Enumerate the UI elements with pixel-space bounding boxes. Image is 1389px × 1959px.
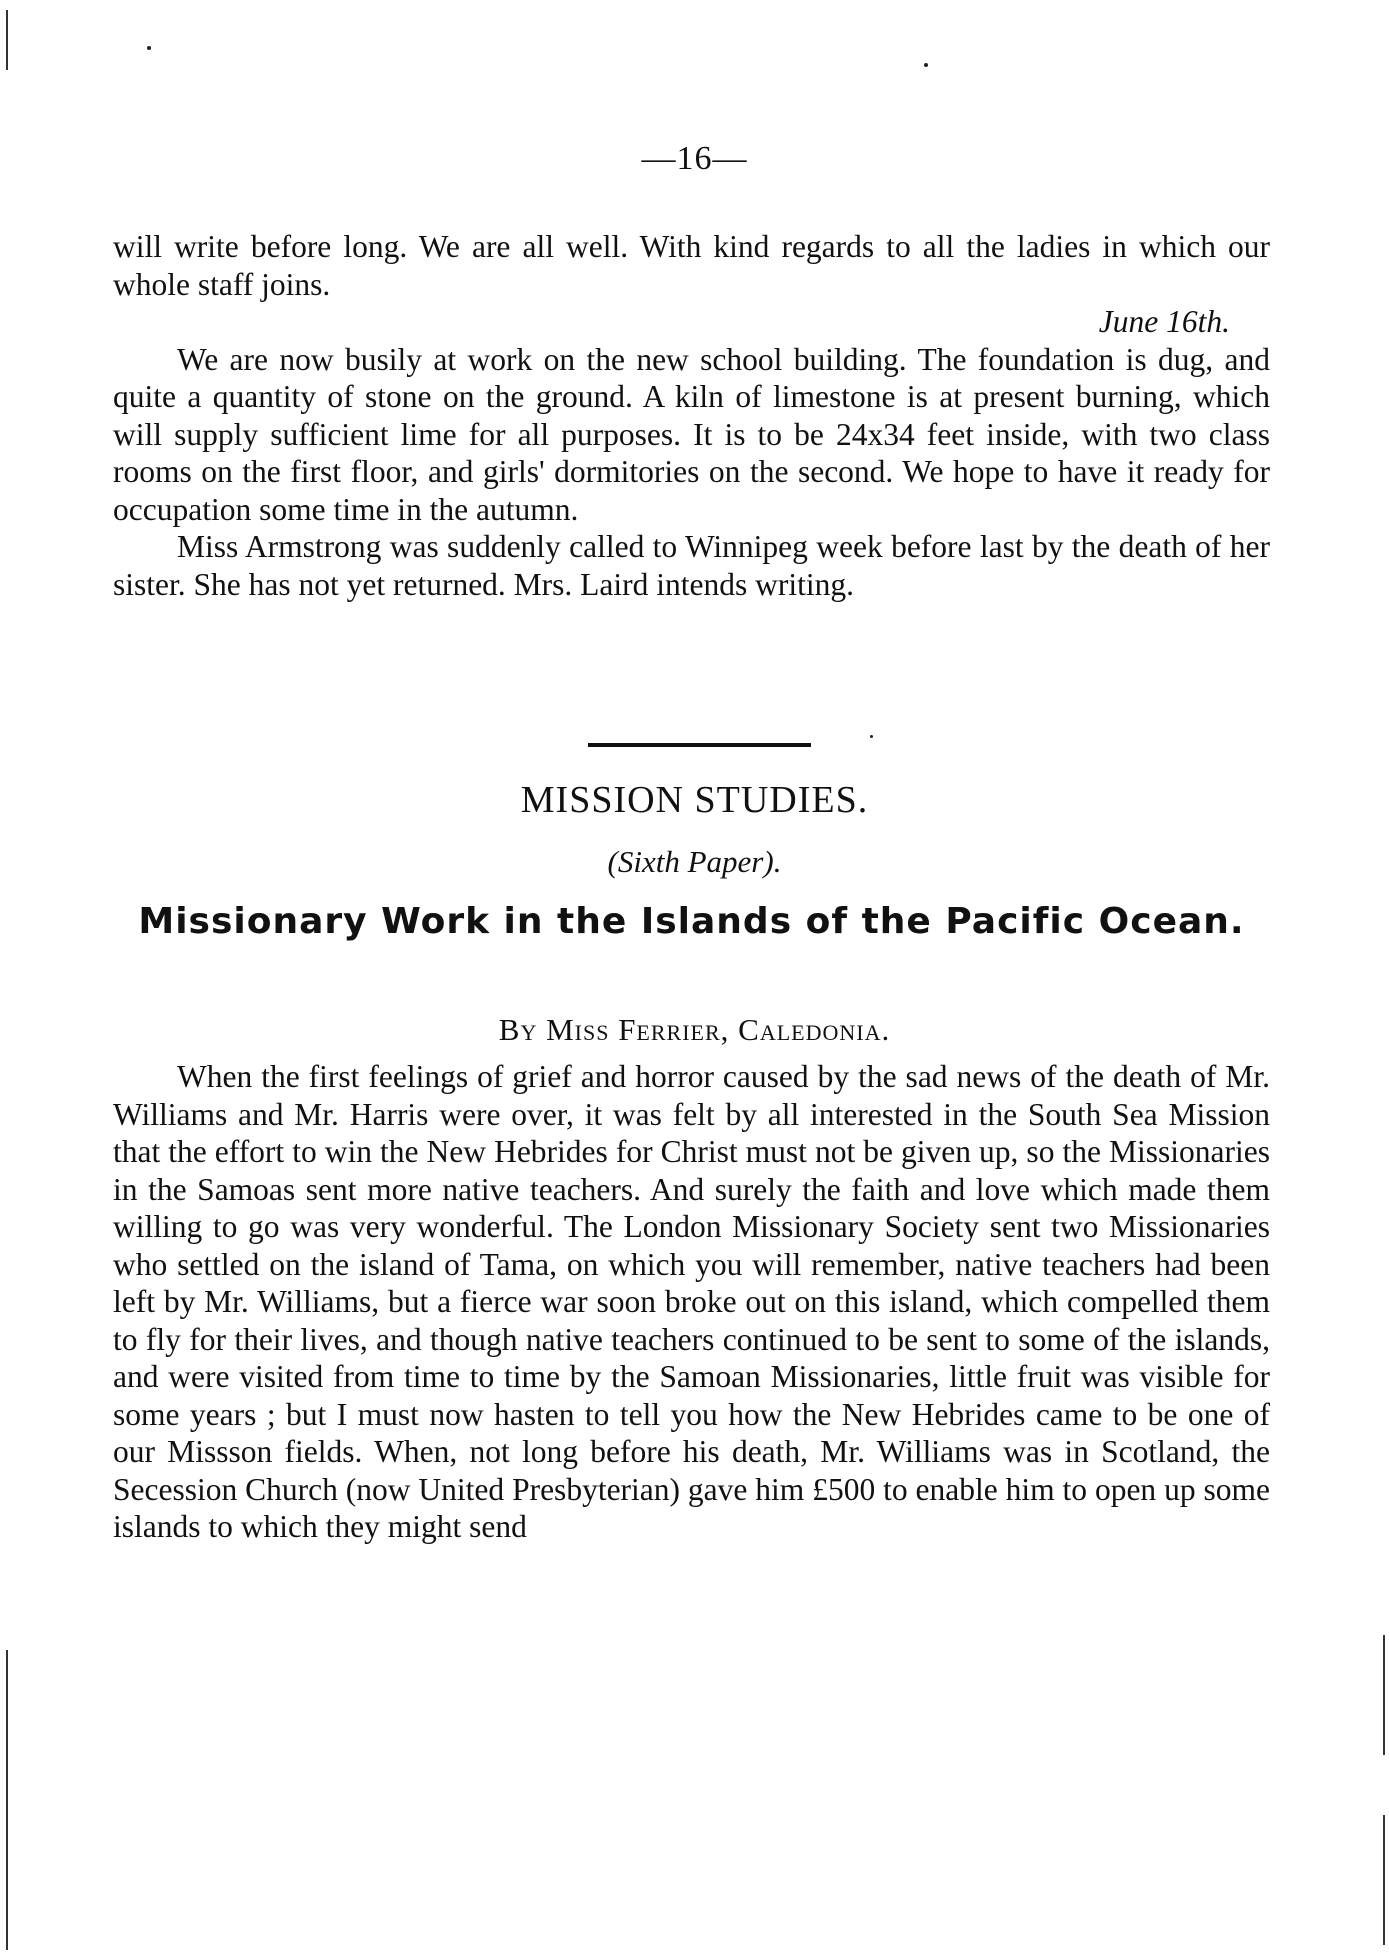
section-title: MISSION STUDIES. <box>520 779 869 821</box>
scan-speck <box>924 63 928 67</box>
series-note: (Sixth Paper). <box>607 844 782 879</box>
page-number: —16— <box>641 140 748 177</box>
letter-dateline: June 16th. <box>1098 304 1230 339</box>
scan-edge-mark <box>1383 1635 1385 1755</box>
letter-continuation <box>113 228 1270 603</box>
section-divider <box>588 743 811 747</box>
letter-paragraph: Miss Armstrong was suddenly called to Winnipeg week before last by the death of her sister. She has not yet returned. Mrs. Laird intends writing. <box>113 529 1270 602</box>
letter-paragraph: We are now busily at work on the new school building. The foundation is dug, and quite a quantity of stone on the ground. A kiln of limestone is at present burning, which will supply sufficient lime for all purposes. It is to be 24x34 feet inside, with two class rooms on the first floor, and girls' dormitories on the second. We hope to have it ready for occupation some time in the autumn. <box>113 341 1270 527</box>
letter-opening-lines: will write before long. We are all well. With kind regards to all the ladies in which our whole staff joins. <box>113 229 1270 302</box>
article-paragraph: When the first feelings of grief and horror caused by the sad news of the death of Mr. Williams and Mr. Harris were over, it was felt by all interested in the South Sea Mission that the effort to win the New Hebrides for Christ must not be given up, so the Missionaries in the Samoas sent more native teachers. And surely the faith and love which made them willing to go was very wonderful. The London Missionary Society sent two Missionaries who settled on the island of Tama, on which you will remember, native teachers had been left by Mr. Williams, but a fierce war soon broke out on this island, which compelled them to fly for their lives, and though native teachers continued to be sent to some of the islands, and were visited from time to time by the Samoan Missionaries, little fruit was visible for some years ; but I must now hasten to tell you how the New Hebrides came to be one of our Missson fields. When, not long before his death, Mr. Williams was in Scotland, the Secession Church (now United Presbyterian) gave him £500 to enable him to open up some islands to which they might send <box>113 1059 1270 1544</box>
scan-edge-mark <box>6 1650 8 1950</box>
byline: By Miss Ferrier, Caledonia. <box>498 1012 891 1047</box>
scan-speck <box>870 735 873 738</box>
scan-edge-mark <box>1383 1815 1385 1945</box>
article-title: Missionary Work in the Islands of the Pacific Ocean. <box>138 901 1245 942</box>
scan-speck <box>147 46 151 50</box>
article-body <box>113 1058 1270 1546</box>
scan-edge-mark <box>6 10 8 70</box>
